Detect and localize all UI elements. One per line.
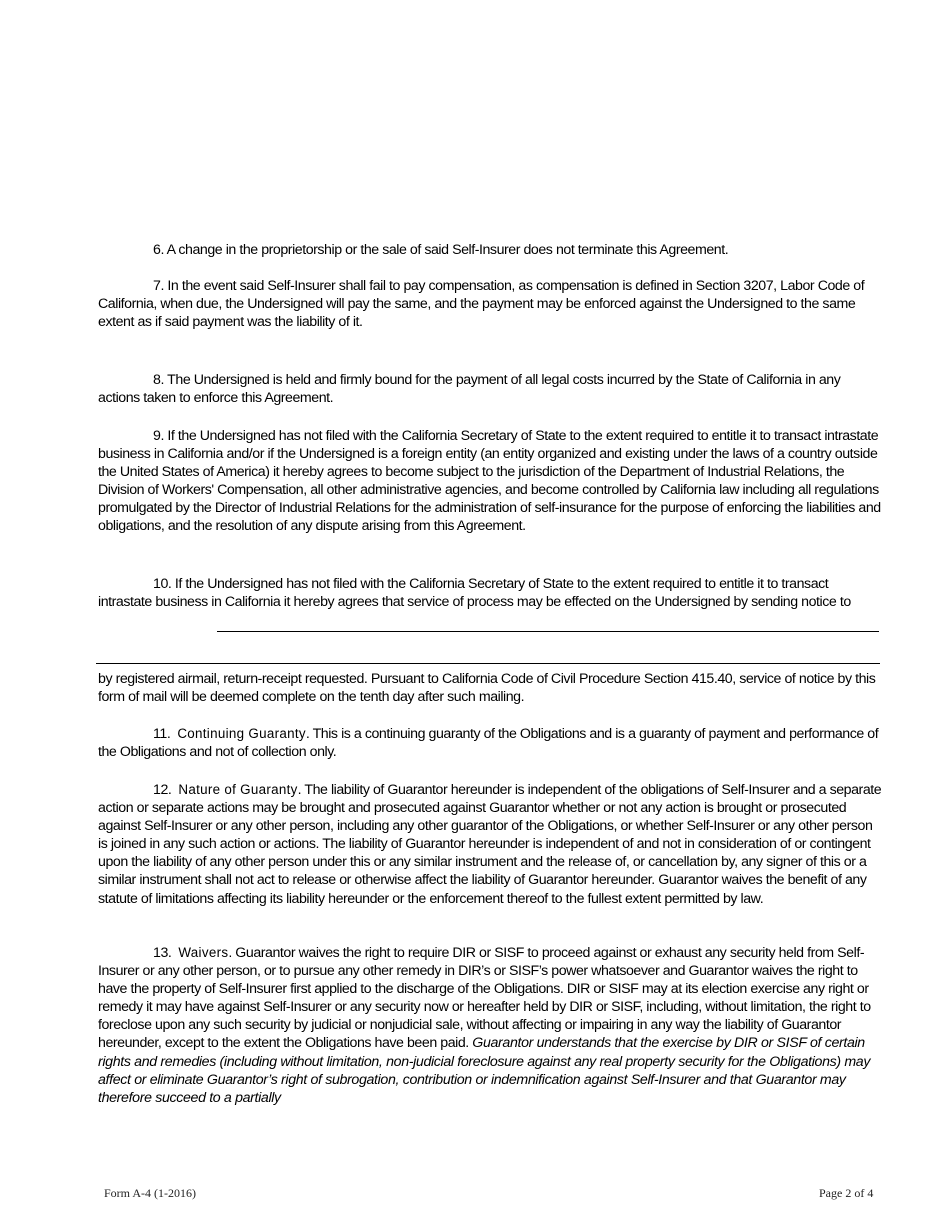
paragraph-6 bbox=[98, 241, 884, 259]
paragraph-10 bbox=[98, 575, 884, 611]
paragraph-11-number: 11. bbox=[153, 726, 171, 742]
paragraph-7-text: 7. In the event said Self-Insurer shall fail to pay compensation, as compensation is defined in Section 3207, Labor Code of California, when due, the Undersigned will pay the same, and the payment may be enforced against the Undersigned to the same extent as if said payment was the liability of it. bbox=[98, 278, 865, 331]
paragraph-13-caption: Waivers bbox=[178, 945, 229, 960]
paragraph-13-body: . Guarantor waives the right to require DIR or SISF to proceed against or exhaust any security held from Self-Insurer or any other person, or to pursue any other remedy in DIR’s or SISF’s power whatsoever and Guarantor waives the right to have the property of Self-Insurer first applied to the discharge of the Obligations. DIR or SISF may at its election exercise any right or remedy it may have against Self-Insurer or any security now or hereafter held by DIR or SISF, including, without limitation, the right to foreclose upon any such security by judicial or nonjudicial sale, without affecting or impairing in any way the liability of Guarantor hereunder, except to the extent the Obligations have been paid. bbox=[98, 945, 871, 1052]
paragraph-9-text: 9. If the Undersigned has not filed with the California Secretary of State to the extent required to entitle it to transact intrastate business in California and/or if the Undersigned is a foreign entity (an entity organized and existing under the laws of a country outside the United States of America) it hereby agrees to become subject to the jurisdiction of the Department of Industrial Relations, the Division of Workers' Compensation, all other administrative agencies, and become controlled by California law including all regulations promulgated by the Director of Industrial Relations for the administration of self-insurance for the purpose of enforcing the liabilities and obligations, and the resolution of any dispute arising from this Agreement. bbox=[98, 428, 881, 535]
paragraph-8 bbox=[98, 371, 884, 407]
paragraph-10-continuation: by registered airmail, return-receipt requested. Pursuant to California Code of Civil Procedure Section 415.40, service of notice by this form of mail will be deemed complete on the tenth day after such mailing. bbox=[98, 671, 876, 706]
notice-address-line-1[interactable] bbox=[217, 631, 879, 632]
page-number: Page 2 of 4 bbox=[819, 1186, 874, 1200]
paragraph-13-italic: Guarantor understands that the exercise by DIR or SISF of certain rights and remedies (including without limitation, non-judicial foreclosure against any real property security for the Obligations) may affect or eliminate Guarantor’s right of subrogation, contribution or indemnification against Self-Insurer and that Guarantor may therefore succeed to a partially bbox=[98, 1035, 871, 1106]
notice-address-line-2[interactable] bbox=[96, 663, 880, 664]
paragraph-12 bbox=[98, 781, 884, 908]
paragraph-12-body: . The liability of Guarantor hereunder is independent of the obligations of Self-Insurer and a separate action or separate actions may be brought and prosecuted against Guarantor whether or not any action is brought or prosecuted against Self-Insurer or any other person, including any other guarantor of the Obligations, or whether Self-Insurer or any other person is joined in any such action or actions. The liability of Guarantor hereunder is independent of and not in consideration of or contingent upon the liability of any other person under this or any similar instrument and the release of, or cancellation by, any signer of this or a similar instrument shall not act to release or otherwise affect the liability of Guarantor hereunder. Guarantor waives the benefit of any statute of limitations affecting its liability hereunder or the enforcement thereof to the fullest extent permitted by law. bbox=[98, 782, 882, 907]
paragraph-6-text: 6. A change in the proprietorship or the sale of said Self-Insurer does not terminate this Agreement. bbox=[153, 242, 729, 258]
paragraph-13-number: 13. bbox=[153, 945, 172, 961]
paragraph-11 bbox=[98, 725, 884, 761]
paragraph-10-text: 10. If the Undersigned has not filed with the California Secretary of State to the extent required to entitle it to transact intrastate business in California it hereby agrees that service of process may be effected on the Undersigned by sending notice to bbox=[98, 576, 851, 611]
form-id: Form A-4 (1-2016) bbox=[104, 1186, 196, 1200]
paragraph-7 bbox=[98, 277, 884, 331]
paragraph-12-caption: Nature of Guaranty bbox=[178, 782, 298, 797]
paragraph-11-caption: Continuing Guaranty bbox=[177, 726, 306, 741]
paragraph-8-text: 8. The Undersigned is held and firmly bound for the payment of all legal costs incurred by the State of California in any actions taken to enforce this Agreement. bbox=[98, 372, 841, 407]
paragraph-11-body: . This is a continuing guaranty of the Obligations and is a guaranty of payment and performance of the Obligations and not of collection only. bbox=[98, 726, 879, 761]
paragraph-9 bbox=[98, 427, 884, 536]
paragraph-12-number: 12. bbox=[153, 782, 172, 798]
paragraph-13 bbox=[98, 944, 884, 1107]
